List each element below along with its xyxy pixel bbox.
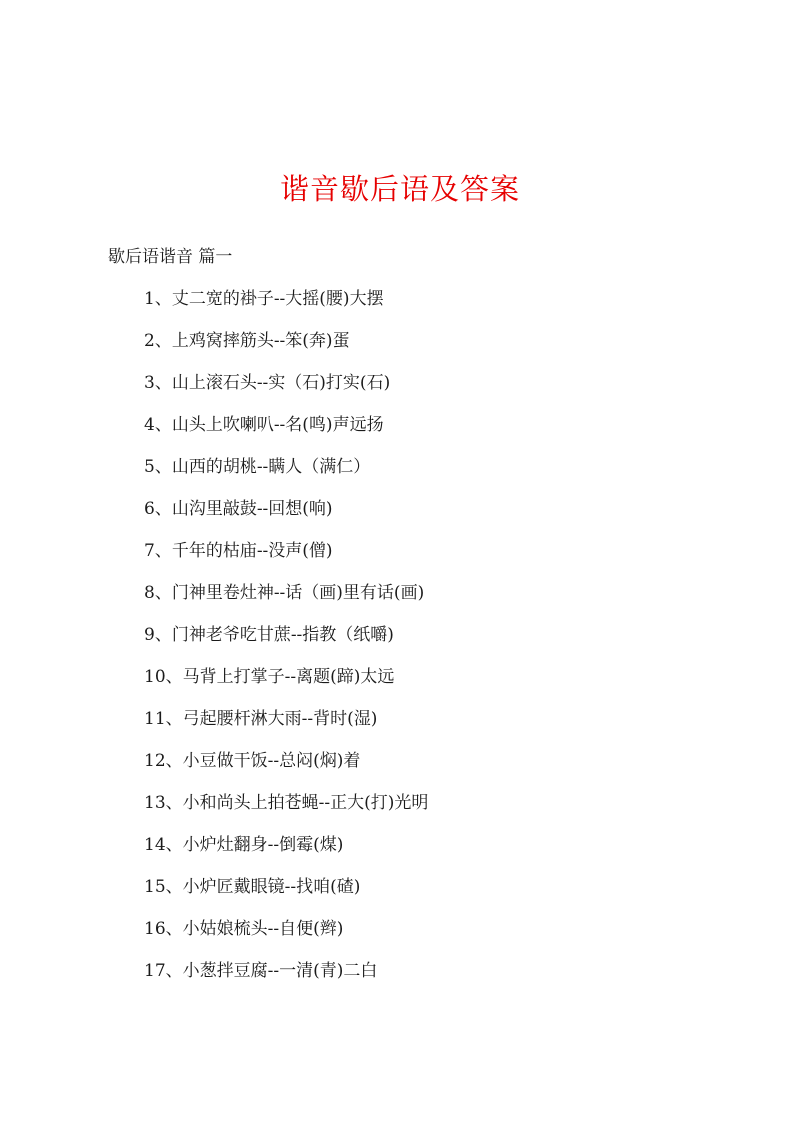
list-item: 16、小姑娘梳头--自便(辫) [144, 919, 344, 939]
list-item: 7、千年的枯庙--没声(僧) [144, 541, 333, 561]
list-item: 6、山沟里敲鼓--回想(响) [144, 499, 333, 519]
page-title: 谐音歇后语及答案 [279, 172, 520, 206]
section-heading: 歇后语谐音 篇一 [108, 247, 233, 267]
list-item: 8、门神里卷灶神--话（画)里有话(画) [144, 583, 425, 603]
list-item: 14、小炉灶翻身--倒霉(煤) [144, 835, 344, 855]
list-item: 9、门神老爷吃甘蔗--指教（纸嚼) [144, 625, 394, 645]
list-item: 5、山西的胡桃--瞒人（满仁） [144, 457, 371, 477]
item-list [144, 286, 428, 1000]
list-item: 15、小炉匠戴眼镜--找咱(碴) [144, 877, 361, 897]
list-item: 12、小豆做干饭--总闷(焖)着 [144, 751, 361, 771]
list-item: 13、小和尚头上拍苍蝇--正大(打)光明 [144, 793, 429, 813]
list-item: 1、丈二宽的褂子--大摇(腰)大摆 [144, 289, 384, 309]
list-item: 10、马背上打掌子--离题(蹄)太远 [144, 667, 395, 687]
list-item: 11、弓起腰杆淋大雨--背时(湿) [144, 709, 378, 729]
list-item: 4、山头上吹喇叭--名(鸣)声远扬 [144, 415, 384, 435]
list-item: 17、小葱拌豆腐--一清(青)二白 [144, 961, 378, 981]
list-item: 3、山上滚石头--实（石)打实(石) [144, 373, 391, 393]
list-item: 2、上鸡窝摔筋头--笨(奔)蛋 [144, 331, 350, 351]
